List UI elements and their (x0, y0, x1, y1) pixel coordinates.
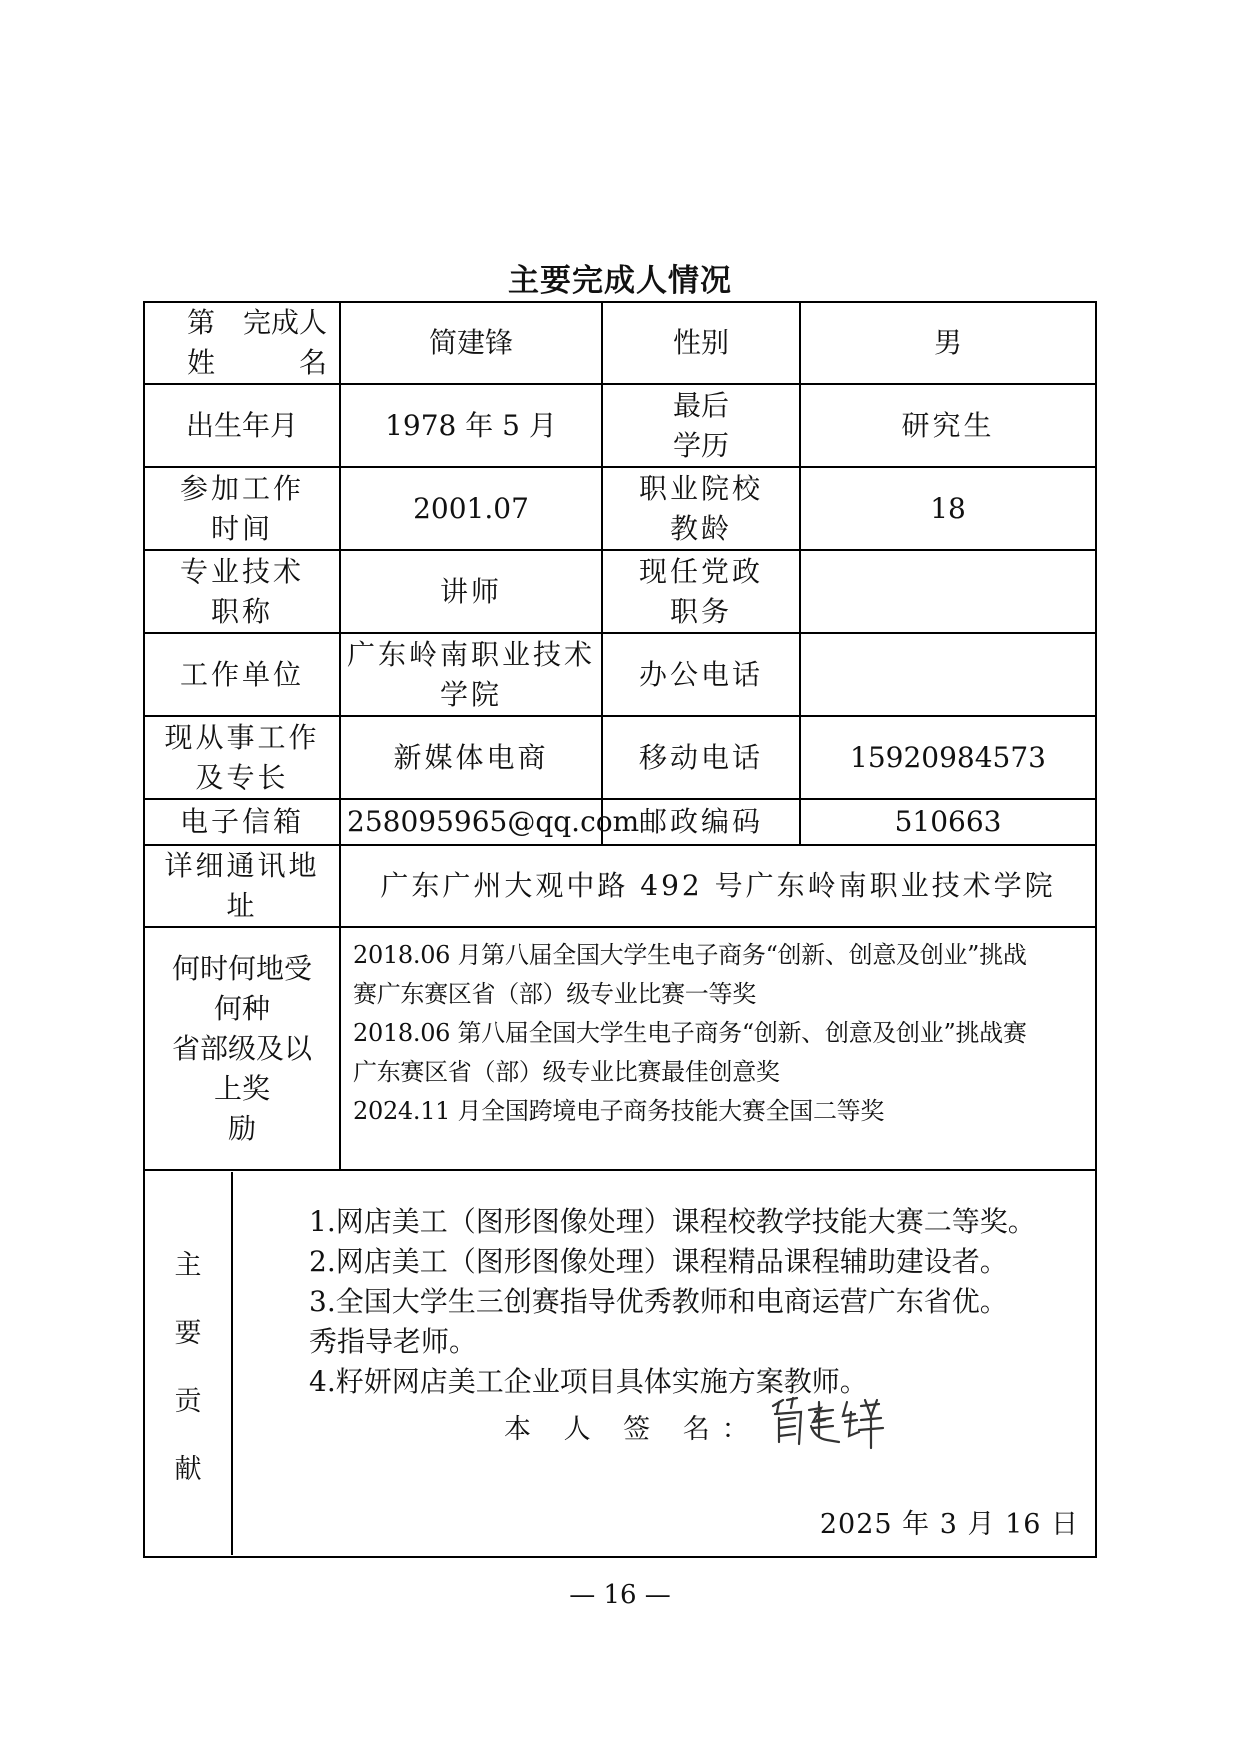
award-line: 广东赛区省（部）级专业比赛最佳创意奖 (353, 1058, 780, 1086)
contribution-item: 3.全国大学生三创赛指导优秀教师和电商运营广东省优。 (309, 1285, 1008, 1318)
specialty-label-line1: 现从事工作 (164, 720, 320, 754)
name-value: 简建锋 (340, 302, 602, 384)
award-line: 赛广东赛区省（部）级专业比赛一等奖 (353, 980, 756, 1008)
contributions-label-char: 贡 (174, 1386, 202, 1417)
contributions-label-char: 要 (174, 1318, 202, 1349)
education-label-line1: 最后 (672, 388, 729, 422)
award-line: 2024.11 月全国跨境电子商务技能大赛全国二等奖 (353, 1097, 885, 1125)
email-label: 电子信箱 (144, 799, 340, 845)
contribution-item: 4.籽妍网店美工企业项目具体实施方案教师。 (309, 1365, 868, 1398)
professional-title-value: 讲师 (340, 550, 602, 633)
office-phone-value (800, 633, 1096, 716)
rank-name-label-line2: 姓 名 (187, 346, 328, 379)
employer-value (340, 633, 602, 716)
employer-label: 工作单位 (144, 633, 340, 716)
specialty-value: 新媒体电商 (340, 716, 602, 799)
birth-label: 出生年月 (144, 384, 340, 467)
mobile-value: 15920984573 (800, 716, 1096, 799)
gender-label: 性别 (602, 302, 800, 384)
contributions-content (233, 1172, 1095, 1555)
party-post-label-line1: 现任党政 (638, 554, 763, 588)
address-label: 详细通讯地址 (144, 845, 340, 927)
awards-label-line1: 何时何地受何种 (171, 951, 312, 1025)
teaching-years-label (602, 467, 800, 550)
contribution-item: 2.网店美工（图形图像处理）课程精品课程辅助建设者。 (309, 1245, 1008, 1278)
awards-label-line2: 省部级及以上奖 (171, 1031, 312, 1105)
specialty-label (144, 716, 340, 799)
party-post-label (602, 550, 800, 633)
page-number: — 16 — (569, 1580, 671, 1610)
main-completer-form (143, 301, 1097, 1558)
contribution-item: 1.网店美工（图形图像处理）课程校教学技能大赛二等奖。 (309, 1205, 1036, 1238)
work-start-label-line1: 参加工作 (179, 471, 304, 505)
rank-name-label (144, 302, 340, 384)
award-line: 2018.06 月第八届全国大学生电子商务“创新、创意及创业”挑战 (353, 941, 1027, 969)
mobile-label: 移动电话 (602, 716, 800, 799)
postcode-value: 510663 (800, 799, 1096, 845)
birth-value: 1978 年 5 月 (340, 384, 602, 467)
contributions-section (144, 1170, 1096, 1557)
party-post-label-line2: 职务 (669, 594, 732, 628)
signature-date: 2025 年 3 月 16 日 (819, 1509, 1080, 1540)
awards-label (144, 927, 340, 1170)
postcode-label: 邮政编码 (602, 799, 800, 845)
page-title: 主要完成人情况 (508, 263, 732, 299)
work-start-value: 2001.07 (340, 467, 602, 550)
contribution-item-continued: 秀指导老师。 (309, 1325, 478, 1358)
professional-title-label-line1: 专业技术 (179, 554, 304, 588)
teaching-years-value: 18 (800, 467, 1096, 550)
office-phone-label: 办公电话 (602, 633, 800, 716)
education-value: 研究生 (800, 384, 1096, 467)
professional-title-label (144, 550, 340, 633)
education-label-line2: 学历 (672, 428, 729, 462)
awards-label-line3: 励 (227, 1111, 256, 1145)
contributions-label-char: 主 (174, 1250, 202, 1281)
employer-value-line2: 学院 (439, 677, 502, 711)
party-post-value (800, 550, 1096, 633)
teaching-years-label-line1: 职业院校 (638, 471, 763, 505)
employer-value-line1: 广东岭南职业技术 (347, 637, 596, 671)
handwritten-signature (767, 1392, 887, 1452)
rank-name-label-line1: 第 完成人 (187, 306, 328, 339)
professional-title-label-line2: 职称 (210, 594, 273, 628)
awards-content (340, 927, 1096, 1170)
address-value: 广东广州大观中路 492 号广东岭南职业技术学院 (340, 845, 1096, 927)
education-label (602, 384, 800, 467)
specialty-label-line2: 及专长 (195, 760, 289, 794)
teaching-years-label-line2: 教龄 (669, 511, 732, 545)
work-start-label-line2: 时间 (210, 511, 273, 545)
contributions-label-char: 献 (174, 1454, 202, 1485)
award-line: 2018.06 第八届全国大学生电子商务“创新、创意及创业”挑战赛 (353, 1019, 1027, 1047)
contributions-label (145, 1172, 233, 1555)
work-start-label (144, 467, 340, 550)
email-value: 258095965@qq.com (340, 799, 602, 845)
gender-value: 男 (800, 302, 1096, 384)
signature-row (309, 1410, 1095, 1470)
signature-label: 本 人 签 名： (504, 1414, 761, 1445)
